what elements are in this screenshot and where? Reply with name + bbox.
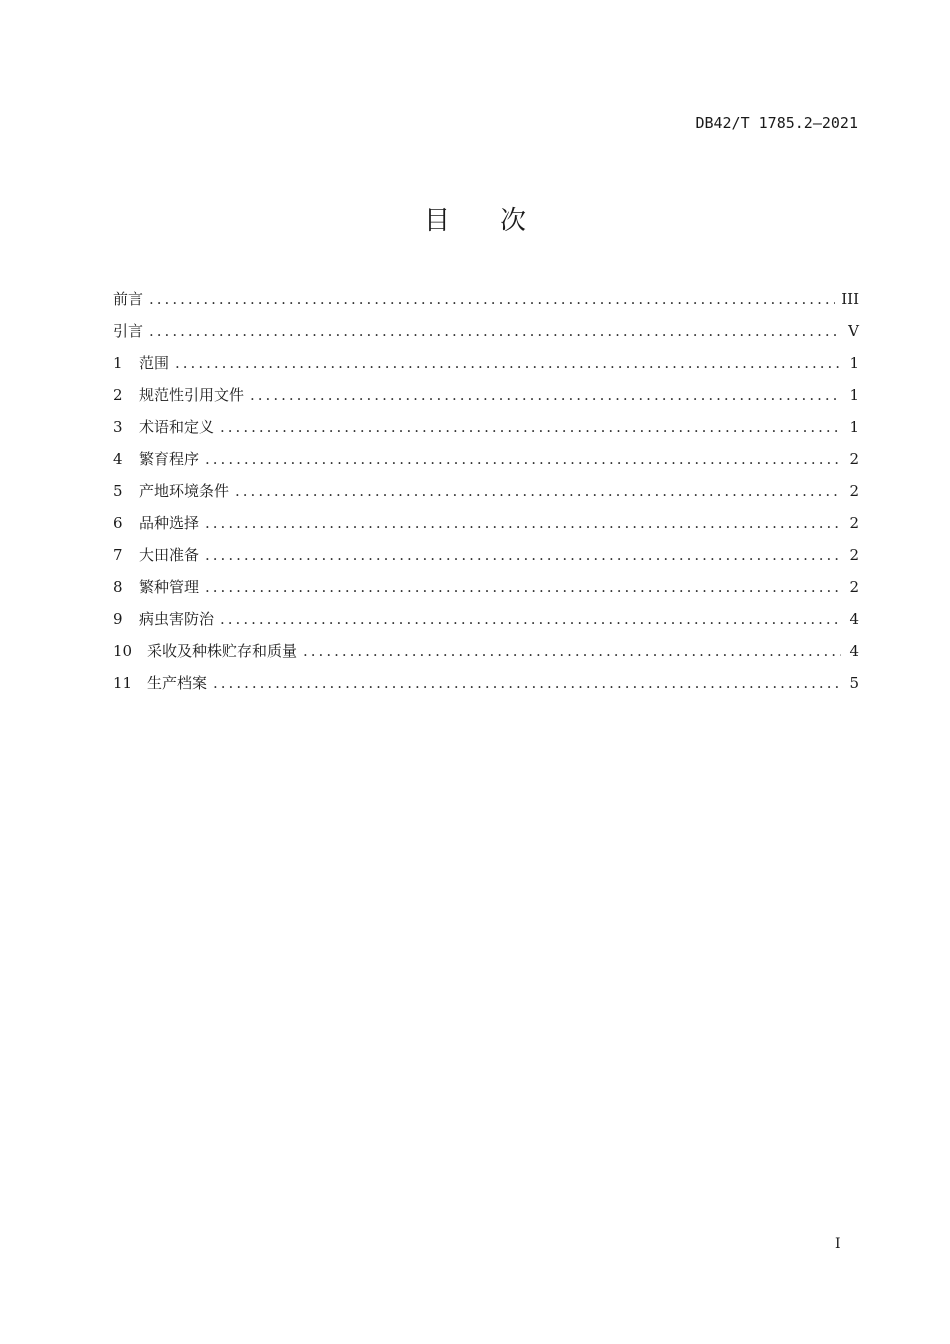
toc-leader-dots [205,539,841,571]
toc-entry-page: 1 [849,354,859,372]
toc-entry-page: 1 [849,418,859,436]
toc-entry-number: 3 [113,418,123,436]
toc-entry-page: 2 [849,514,859,532]
toc-leader-dots [250,379,841,411]
document-code: DB42/T 1785.2—2021 [695,114,858,132]
toc-entry-page: 2 [849,546,859,564]
footer-page-number: I [835,1236,841,1252]
toc-entry-label: 引言 [113,322,144,340]
toc-entry-6[interactable] [113,507,859,539]
toc-entry-label: 产地环境条件 [139,482,230,500]
toc-entry-number: 11 [113,674,133,692]
toc-entry-page: 2 [849,450,859,468]
toc-entry-page: III [841,290,859,308]
toc-entry-number: 1 [113,354,123,372]
toc-entry-introduction[interactable] [113,315,859,347]
toc-leader-dots [235,475,841,507]
toc-entry-page: 2 [849,578,859,596]
toc-entry-foreword[interactable] [113,283,859,315]
toc-entry-number: 6 [113,514,123,532]
toc-leader-dots [220,411,841,443]
page-title-char-1: 目 [423,206,450,236]
toc-leader-dots [205,507,841,539]
toc-entry-label: 规范性引用文件 [139,386,245,404]
toc-entry-label: 前言 [113,290,144,308]
toc-entry-number: 5 [113,482,123,500]
toc-entry-label: 术语和定义 [139,418,215,436]
toc-entry-7[interactable] [113,539,859,571]
toc-entry-label: 繁育程序 [139,450,200,468]
toc-entry-11[interactable] [113,667,859,699]
toc-entry-4[interactable] [113,443,859,475]
toc-entry-5[interactable] [113,475,859,507]
page-title [0,200,950,237]
toc-entry-number: 7 [113,546,123,564]
toc-entry-10[interactable] [113,635,859,667]
toc-entry-2[interactable] [113,379,859,411]
toc-entry-page: V [848,322,859,340]
table-of-contents [113,283,859,699]
toc-entry-page: 2 [849,482,859,500]
toc-entry-label: 大田准备 [139,546,200,564]
toc-leader-dots [175,347,841,379]
toc-entry-page: 4 [849,642,859,660]
toc-entry-label: 范围 [139,354,170,372]
toc-entry-8[interactable] [113,571,859,603]
toc-entry-number: 10 [113,642,133,660]
toc-leader-dots [220,603,841,635]
toc-entry-page: 4 [849,610,859,628]
toc-entry-9[interactable] [113,603,859,635]
toc-entry-label: 采收及种株贮存和质量 [147,642,298,660]
toc-entry-number: 9 [113,610,123,628]
toc-entry-label: 病虫害防治 [139,610,215,628]
toc-leader-dots [303,635,841,667]
toc-leader-dots [149,283,835,315]
toc-entry-1[interactable] [113,347,859,379]
toc-entry-number: 2 [113,386,123,404]
toc-entry-number: 4 [113,450,123,468]
page-title-char-2: 次 [500,206,527,236]
toc-entry-page: 1 [849,386,859,404]
toc-entry-page: 5 [849,674,859,692]
toc-leader-dots [205,443,841,475]
toc-entry-number: 8 [113,578,123,596]
toc-leader-dots [149,315,841,347]
toc-leader-dots [213,667,841,699]
toc-leader-dots [205,571,841,603]
toc-entry-3[interactable] [113,411,859,443]
toc-entry-label: 繁种管理 [139,578,200,596]
toc-entry-label: 生产档案 [147,674,208,692]
toc-entry-label: 品种选择 [139,514,200,532]
